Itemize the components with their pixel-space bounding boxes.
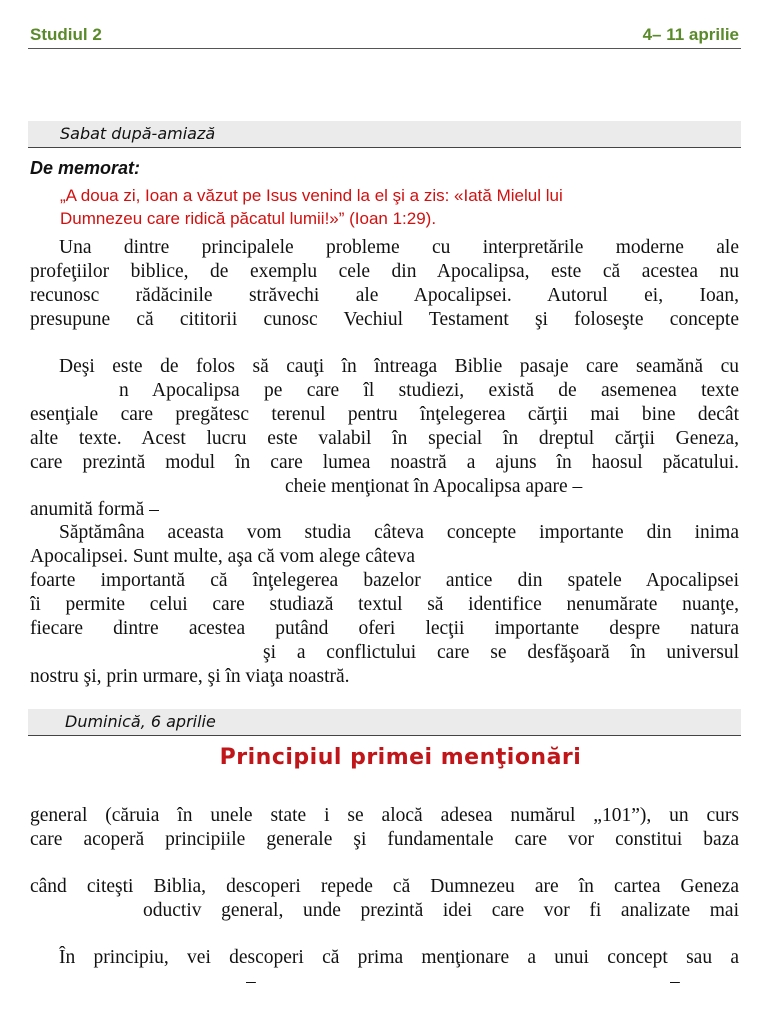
section-line: general (căruia în unele state i se alocă adesea numărul „101”), un curs <box>30 805 739 826</box>
day-heading-sabbath <box>28 121 741 148</box>
body-line: nostru şi, prin urmare, şi în viaţa noastră. <box>30 666 350 687</box>
body-line: n Apocalipsa pe care îl studiezi, există de asemenea texte <box>119 380 739 401</box>
section-line: – <box>246 971 256 992</box>
section-line: oductiv general, unde prezintă idei care vor fi analizate mai <box>143 900 739 921</box>
day-label: Duminică, 6 aprilie <box>65 712 216 731</box>
body-line: Deşi este de folos să cauţi în întreaga Biblie pasaje care seamănă cu <box>59 356 739 377</box>
study-label: Studiul 2 <box>30 25 102 44</box>
memory-verse-line: „A doua zi, Ioan a văzut pe Isus venind la el şi a zis: «Iată Mielul lui <box>60 186 563 205</box>
section-line: când citeşti Biblia, descoperi repede că Dumnezeu are în cartea Geneza <box>30 876 739 897</box>
body-line: şi a conflictului care se desfăşoară în universul <box>263 642 739 663</box>
section-line: În principiu, vei descoperi că prima menţionare a unui concept sau a <box>59 947 739 968</box>
page-header <box>28 22 741 49</box>
section-line: – <box>670 971 680 992</box>
body-line: fiecare dintre acestea putând oferi lecţii importante despre natura <box>30 618 739 639</box>
body-line: cheie menţionat în Apocalipsa apare – <box>285 476 583 497</box>
memory-verse-line: Dumnezeu care ridică păcatul lumii!»” (Ioan 1:29). <box>60 209 437 228</box>
memory-verse-title: De memorat: <box>30 158 141 178</box>
body-line: Săptămâna aceasta vom studia câteva concepte importante din inima <box>59 522 739 543</box>
body-line: Apocalipsei. Sunt multe, aşa că vom alege câteva <box>30 546 415 567</box>
section-title: Principiul primei menţionări <box>219 745 582 770</box>
body-line: Una dintre principalele probleme cu interpretările moderne ale <box>59 237 739 258</box>
memory-verse <box>60 184 730 230</box>
body-line: presupune că cititorii cunosc Vechiul Testament şi foloseşte concepte <box>30 309 739 330</box>
section-line: care acoperă principiile generale şi fundamentale care vor constitui baza <box>30 829 739 850</box>
body-line: alte texte. Acest lucru este valabil în special în dreptul cărţii Geneza, <box>30 428 739 449</box>
body-line: îi permite celui care studiază textul să identifice nenumărate nuanţe, <box>30 594 739 615</box>
day-label: Sabat după-amiază <box>60 124 216 143</box>
body-line: recunosc rădăcinile străvechi ale Apocalipsei. Autorul ei, Ioan, <box>30 285 739 306</box>
body-line: esenţiale care pregătesc terenul pentru înţelegerea cărţii mai bine decât <box>30 404 739 425</box>
body-line: profeţiilor biblice, de exemplu cele din Apocalipsa, este că acestea nu <box>30 261 739 282</box>
body-line: anumită formă – <box>30 499 159 520</box>
day-heading-sunday <box>28 709 741 736</box>
body-line: care prezintă modul în care lumea noastră a ajuns în haosul păcatului. <box>30 452 739 473</box>
date-range: 4– 11 aprilie <box>642 25 739 44</box>
body-line: foarte importantă că înţelegerea bazelor antice din spatele Apocalipsei <box>30 570 739 591</box>
